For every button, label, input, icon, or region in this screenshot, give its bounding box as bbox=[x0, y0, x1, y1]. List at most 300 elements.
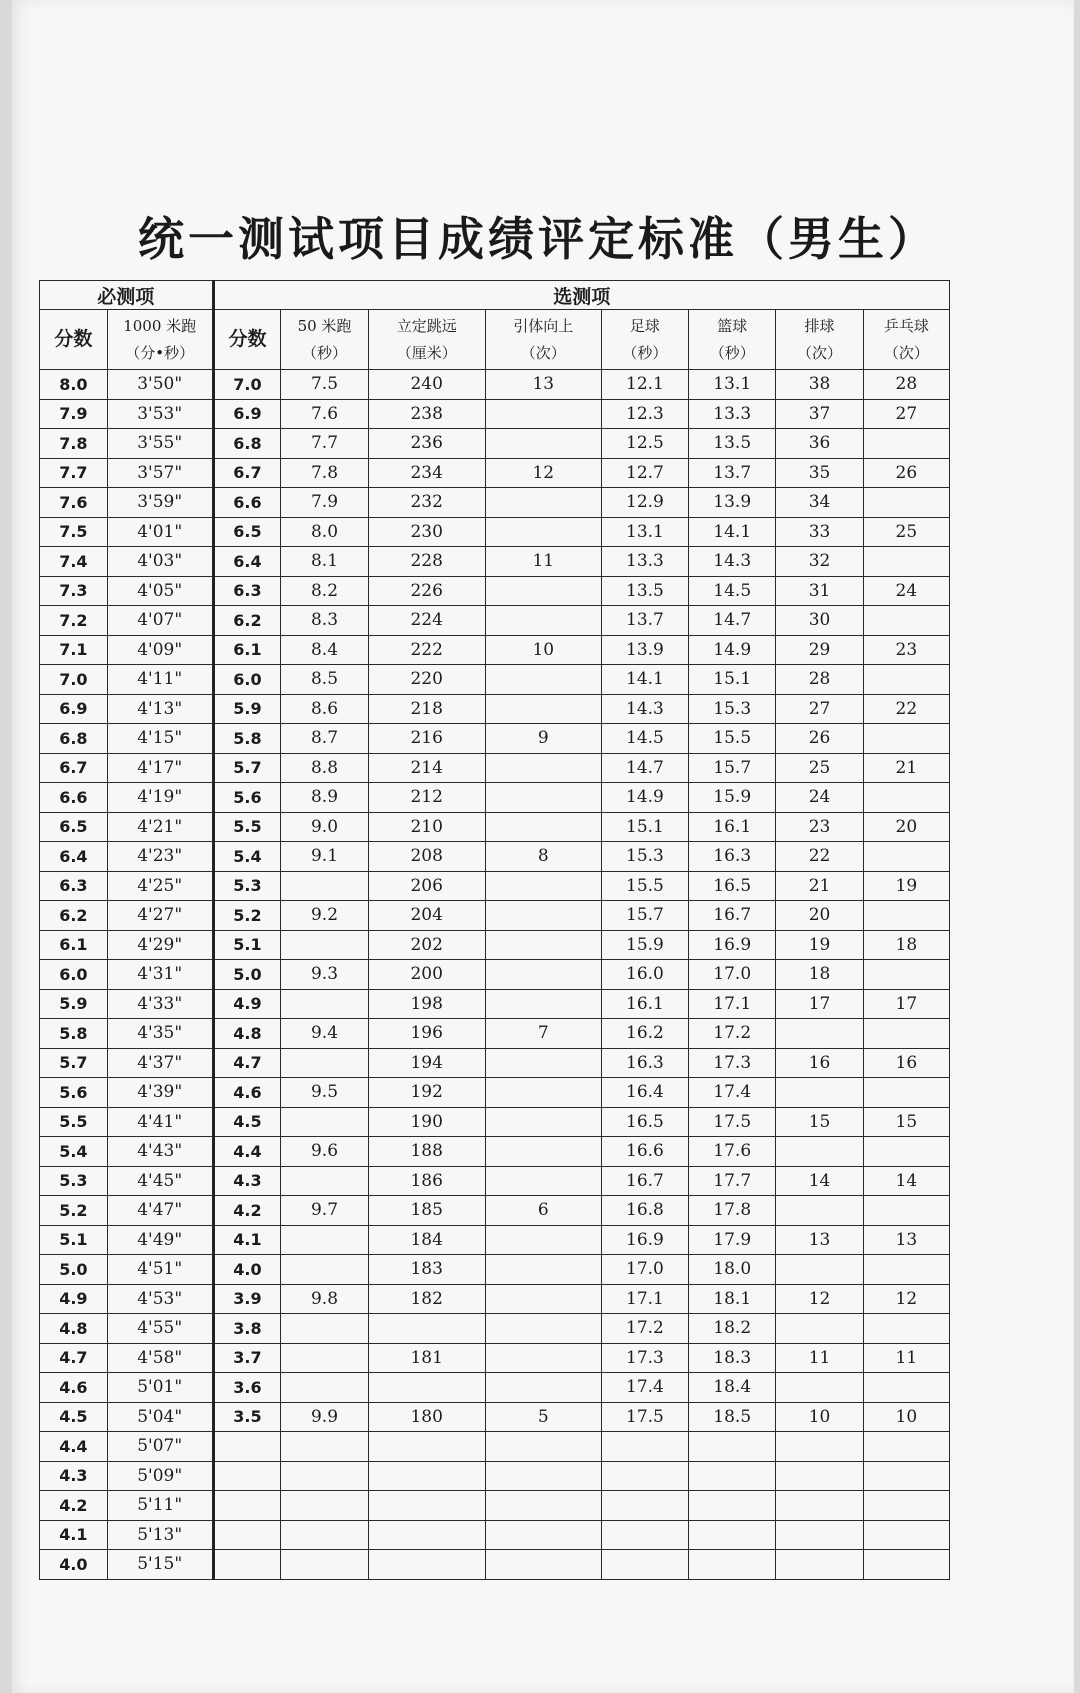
cell-long-jump: 183 bbox=[368, 1255, 485, 1285]
cell-run-1000m: 4'53" bbox=[107, 1284, 213, 1314]
table-row bbox=[40, 989, 950, 1019]
cell-pingpong bbox=[863, 429, 949, 459]
cell-long-jump: 198 bbox=[368, 989, 485, 1019]
cell-run-50m bbox=[281, 1166, 368, 1196]
header-optional-score: 分数 bbox=[213, 310, 281, 370]
cell-football bbox=[601, 1491, 688, 1521]
cell-long-jump: 202 bbox=[368, 930, 485, 960]
cell-football: 17.4 bbox=[601, 1373, 688, 1403]
table-row bbox=[40, 1373, 950, 1403]
cell-basketball: 15.1 bbox=[689, 665, 776, 695]
cell-run-1000m: 5'01" bbox=[107, 1373, 213, 1403]
cell-volleyball: 13 bbox=[776, 1225, 863, 1255]
cell-required-score: 6.7 bbox=[40, 753, 108, 783]
cell-run-50m: 8.0 bbox=[281, 517, 368, 547]
cell-football: 16.4 bbox=[601, 1078, 688, 1108]
cell-required-score: 7.0 bbox=[40, 665, 108, 695]
cell-run-50m: 9.3 bbox=[281, 960, 368, 990]
cell-basketball: 13.3 bbox=[689, 399, 776, 429]
cell-volleyball: 24 bbox=[776, 783, 863, 813]
cell-run-50m bbox=[281, 1491, 368, 1521]
cell-pingpong bbox=[863, 901, 949, 931]
cell-football: 14.7 bbox=[601, 753, 688, 783]
cell-basketball: 15.3 bbox=[689, 694, 776, 724]
cell-optional-score bbox=[213, 1520, 281, 1550]
cell-volleyball: 38 bbox=[776, 370, 863, 400]
cell-optional-score: 6.9 bbox=[213, 399, 281, 429]
cell-volleyball: 23 bbox=[776, 812, 863, 842]
cell-basketball: 13.9 bbox=[689, 488, 776, 518]
cell-required-score: 4.5 bbox=[40, 1402, 108, 1432]
cell-run-50m: 9.6 bbox=[281, 1137, 368, 1167]
cell-volleyball: 22 bbox=[776, 842, 863, 872]
cell-long-jump: 214 bbox=[368, 753, 485, 783]
table-row bbox=[40, 753, 950, 783]
table-row bbox=[40, 1107, 950, 1137]
cell-pingpong: 28 bbox=[863, 370, 949, 400]
table-row bbox=[40, 429, 950, 459]
cell-run-50m: 8.5 bbox=[281, 665, 368, 695]
cell-long-jump bbox=[368, 1491, 485, 1521]
cell-run-50m bbox=[281, 930, 368, 960]
cell-required-score: 5.3 bbox=[40, 1166, 108, 1196]
cell-volleyball: 27 bbox=[776, 694, 863, 724]
cell-required-score: 7.2 bbox=[40, 606, 108, 636]
cell-volleyball bbox=[776, 1373, 863, 1403]
cell-optional-score: 3.7 bbox=[213, 1343, 281, 1373]
cell-long-jump: 184 bbox=[368, 1225, 485, 1255]
table-row bbox=[40, 576, 950, 606]
cell-volleyball bbox=[776, 1314, 863, 1344]
cell-pingpong bbox=[863, 960, 949, 990]
cell-pingpong: 17 bbox=[863, 989, 949, 1019]
cell-pingpong: 21 bbox=[863, 753, 949, 783]
cell-run-1000m: 4'11" bbox=[107, 665, 213, 695]
cell-pingpong: 18 bbox=[863, 930, 949, 960]
cell-long-jump: 222 bbox=[368, 635, 485, 665]
cell-football bbox=[601, 1432, 688, 1462]
cell-pullup: 10 bbox=[485, 635, 601, 665]
cell-run-1000m: 5'15" bbox=[107, 1550, 213, 1580]
cell-optional-score: 3.5 bbox=[213, 1402, 281, 1432]
header-football-name: 足球 bbox=[629, 316, 660, 335]
cell-run-1000m: 4'03" bbox=[107, 547, 213, 577]
cell-pingpong bbox=[863, 1520, 949, 1550]
cell-basketball: 17.4 bbox=[689, 1078, 776, 1108]
cell-optional-score: 3.6 bbox=[213, 1373, 281, 1403]
table-row bbox=[40, 901, 950, 931]
cell-football: 12.1 bbox=[601, 370, 688, 400]
cell-run-1000m: 4'55" bbox=[107, 1314, 213, 1344]
cell-run-50m bbox=[281, 1314, 368, 1344]
cell-volleyball: 19 bbox=[776, 930, 863, 960]
cell-run-1000m: 4'17" bbox=[107, 753, 213, 783]
cell-football: 14.9 bbox=[601, 783, 688, 813]
cell-volleyball bbox=[776, 1137, 863, 1167]
cell-run-1000m: 3'59" bbox=[107, 488, 213, 518]
cell-pullup bbox=[485, 1314, 601, 1344]
cell-basketball: 18.3 bbox=[689, 1343, 776, 1373]
cell-pingpong bbox=[863, 1373, 949, 1403]
header-pullup-unit: （次） bbox=[520, 343, 566, 362]
cell-football bbox=[601, 1461, 688, 1491]
cell-required-score: 7.5 bbox=[40, 517, 108, 547]
cell-required-score: 6.1 bbox=[40, 930, 108, 960]
cell-run-50m bbox=[281, 1550, 368, 1580]
cell-pingpong bbox=[863, 606, 949, 636]
cell-football: 16.6 bbox=[601, 1137, 688, 1167]
table-row bbox=[40, 458, 950, 488]
header-basketball-name: 篮球 bbox=[717, 316, 748, 335]
cell-run-50m: 7.9 bbox=[281, 488, 368, 518]
cell-run-50m: 9.2 bbox=[281, 901, 368, 931]
cell-pullup bbox=[485, 429, 601, 459]
cell-volleyball: 33 bbox=[776, 517, 863, 547]
header-50m-run-name: 50 米跑 bbox=[297, 316, 352, 335]
table-row bbox=[40, 1314, 950, 1344]
cell-required-score: 6.5 bbox=[40, 812, 108, 842]
cell-required-score: 4.6 bbox=[40, 1373, 108, 1403]
cell-run-50m bbox=[281, 1373, 368, 1403]
cell-long-jump: 196 bbox=[368, 1019, 485, 1049]
header-pingpong bbox=[863, 310, 949, 370]
header-50m-run bbox=[281, 310, 368, 370]
cell-football: 12.5 bbox=[601, 429, 688, 459]
cell-optional-score bbox=[213, 1432, 281, 1462]
cell-pullup bbox=[485, 1520, 601, 1550]
cell-football: 13.3 bbox=[601, 547, 688, 577]
cell-optional-score: 4.5 bbox=[213, 1107, 281, 1137]
cell-basketball: 14.9 bbox=[689, 635, 776, 665]
cell-pingpong bbox=[863, 1137, 949, 1167]
cell-pingpong bbox=[863, 842, 949, 872]
cell-run-50m bbox=[281, 1225, 368, 1255]
header-volleyball-name: 排球 bbox=[804, 316, 835, 335]
cell-pullup bbox=[485, 783, 601, 813]
cell-volleyball bbox=[776, 1491, 863, 1521]
cell-basketball: 18.4 bbox=[689, 1373, 776, 1403]
cell-football: 15.9 bbox=[601, 930, 688, 960]
cell-basketball: 16.5 bbox=[689, 871, 776, 901]
cell-run-50m bbox=[281, 1048, 368, 1078]
cell-basketball bbox=[689, 1432, 776, 1462]
table-row bbox=[40, 930, 950, 960]
table-row bbox=[40, 635, 950, 665]
cell-run-1000m: 4'19" bbox=[107, 783, 213, 813]
table-row bbox=[40, 1078, 950, 1108]
cell-pullup bbox=[485, 399, 601, 429]
cell-football: 17.2 bbox=[601, 1314, 688, 1344]
cell-long-jump: 228 bbox=[368, 547, 485, 577]
table-row bbox=[40, 547, 950, 577]
cell-optional-score: 4.3 bbox=[213, 1166, 281, 1196]
header-long-jump-unit: （厘米） bbox=[396, 343, 457, 362]
cell-pullup bbox=[485, 989, 601, 1019]
header-volleyball bbox=[776, 310, 863, 370]
cell-pingpong bbox=[863, 488, 949, 518]
cell-run-1000m: 4'33" bbox=[107, 989, 213, 1019]
cell-optional-score: 5.8 bbox=[213, 724, 281, 754]
cell-pullup: 11 bbox=[485, 547, 601, 577]
cell-optional-score: 4.4 bbox=[213, 1137, 281, 1167]
cell-optional-score: 4.2 bbox=[213, 1196, 281, 1226]
cell-run-1000m: 4'27" bbox=[107, 901, 213, 931]
cell-run-1000m: 4'45" bbox=[107, 1166, 213, 1196]
cell-required-score: 4.0 bbox=[40, 1550, 108, 1580]
cell-football bbox=[601, 1550, 688, 1580]
cell-run-50m: 8.4 bbox=[281, 635, 368, 665]
cell-long-jump: 208 bbox=[368, 842, 485, 872]
cell-required-score: 7.9 bbox=[40, 399, 108, 429]
cell-run-50m bbox=[281, 1461, 368, 1491]
cell-run-1000m: 4'58" bbox=[107, 1343, 213, 1373]
cell-run-50m: 9.8 bbox=[281, 1284, 368, 1314]
cell-pullup bbox=[485, 694, 601, 724]
cell-run-50m: 9.5 bbox=[281, 1078, 368, 1108]
cell-basketball: 17.0 bbox=[689, 960, 776, 990]
cell-pingpong bbox=[863, 1550, 949, 1580]
cell-optional-score: 6.8 bbox=[213, 429, 281, 459]
cell-football: 16.1 bbox=[601, 989, 688, 1019]
cell-run-1000m: 4'05" bbox=[107, 576, 213, 606]
cell-pingpong: 16 bbox=[863, 1048, 949, 1078]
table-row bbox=[40, 783, 950, 813]
cell-long-jump: 180 bbox=[368, 1402, 485, 1432]
cell-football: 12.9 bbox=[601, 488, 688, 518]
score-standard-table bbox=[39, 280, 950, 1580]
cell-football: 13.7 bbox=[601, 606, 688, 636]
cell-football: 14.5 bbox=[601, 724, 688, 754]
cell-optional-score: 6.1 bbox=[213, 635, 281, 665]
cell-required-score: 5.2 bbox=[40, 1196, 108, 1226]
cell-required-score: 7.7 bbox=[40, 458, 108, 488]
header-required-score: 分数 bbox=[40, 310, 108, 370]
cell-optional-score: 5.5 bbox=[213, 812, 281, 842]
cell-run-50m: 7.7 bbox=[281, 429, 368, 459]
cell-volleyball: 30 bbox=[776, 606, 863, 636]
cell-run-1000m: 5'04" bbox=[107, 1402, 213, 1432]
cell-pullup bbox=[485, 1284, 601, 1314]
table-row bbox=[40, 517, 950, 547]
cell-pullup bbox=[485, 1461, 601, 1491]
cell-pullup bbox=[485, 1078, 601, 1108]
cell-optional-score: 4.1 bbox=[213, 1225, 281, 1255]
cell-football: 16.3 bbox=[601, 1048, 688, 1078]
cell-required-score: 7.1 bbox=[40, 635, 108, 665]
cell-run-1000m: 4'49" bbox=[107, 1225, 213, 1255]
cell-required-score: 4.1 bbox=[40, 1520, 108, 1550]
group-header-row bbox=[40, 281, 950, 310]
cell-long-jump: 218 bbox=[368, 694, 485, 724]
header-volleyball-unit: （次） bbox=[797, 343, 843, 362]
cell-football: 14.3 bbox=[601, 694, 688, 724]
table-row bbox=[40, 399, 950, 429]
cell-basketball: 17.2 bbox=[689, 1019, 776, 1049]
group-required: 必测项 bbox=[40, 281, 214, 310]
cell-basketball: 18.1 bbox=[689, 1284, 776, 1314]
cell-football bbox=[601, 1520, 688, 1550]
cell-run-50m: 9.9 bbox=[281, 1402, 368, 1432]
cell-long-jump bbox=[368, 1373, 485, 1403]
cell-optional-score: 5.7 bbox=[213, 753, 281, 783]
cell-pullup bbox=[485, 1491, 601, 1521]
cell-long-jump bbox=[368, 1432, 485, 1462]
cell-pullup bbox=[485, 665, 601, 695]
table-row bbox=[40, 606, 950, 636]
cell-pingpong bbox=[863, 724, 949, 754]
cell-long-jump: 236 bbox=[368, 429, 485, 459]
cell-pullup bbox=[485, 1255, 601, 1285]
header-1000m-run-unit: （分•秒） bbox=[125, 343, 195, 362]
cell-required-score: 5.7 bbox=[40, 1048, 108, 1078]
cell-optional-score: 4.6 bbox=[213, 1078, 281, 1108]
cell-long-jump: 188 bbox=[368, 1137, 485, 1167]
header-long-jump-name: 立定跳远 bbox=[396, 316, 457, 335]
cell-basketball: 17.5 bbox=[689, 1107, 776, 1137]
cell-optional-score: 5.3 bbox=[213, 871, 281, 901]
cell-run-1000m: 4'15" bbox=[107, 724, 213, 754]
group-optional: 选测项 bbox=[213, 281, 949, 310]
header-pullup bbox=[485, 310, 601, 370]
cell-football: 17.1 bbox=[601, 1284, 688, 1314]
cell-football: 13.9 bbox=[601, 635, 688, 665]
cell-basketball: 18.0 bbox=[689, 1255, 776, 1285]
cell-pingpong: 12 bbox=[863, 1284, 949, 1314]
cell-pingpong: 20 bbox=[863, 812, 949, 842]
cell-pullup: 12 bbox=[485, 458, 601, 488]
table-row bbox=[40, 1284, 950, 1314]
cell-run-1000m: 4'21" bbox=[107, 812, 213, 842]
cell-pullup bbox=[485, 517, 601, 547]
cell-pingpong bbox=[863, 1491, 949, 1521]
cell-optional-score: 4.0 bbox=[213, 1255, 281, 1285]
cell-long-jump: 200 bbox=[368, 960, 485, 990]
cell-required-score: 4.7 bbox=[40, 1343, 108, 1373]
cell-pingpong bbox=[863, 1078, 949, 1108]
cell-pingpong: 14 bbox=[863, 1166, 949, 1196]
cell-pingpong: 27 bbox=[863, 399, 949, 429]
cell-football: 16.9 bbox=[601, 1225, 688, 1255]
cell-volleyball bbox=[776, 1461, 863, 1491]
cell-volleyball: 21 bbox=[776, 871, 863, 901]
cell-long-jump bbox=[368, 1520, 485, 1550]
table-row bbox=[40, 960, 950, 990]
cell-optional-score bbox=[213, 1550, 281, 1580]
cell-pingpong bbox=[863, 783, 949, 813]
cell-basketball: 16.7 bbox=[689, 901, 776, 931]
document-page bbox=[12, 0, 1074, 1693]
cell-run-1000m: 3'55" bbox=[107, 429, 213, 459]
cell-pingpong bbox=[863, 1196, 949, 1226]
cell-run-50m: 9.4 bbox=[281, 1019, 368, 1049]
cell-required-score: 6.9 bbox=[40, 694, 108, 724]
table-row bbox=[40, 1491, 950, 1521]
table-row bbox=[40, 1019, 950, 1049]
cell-football: 15.5 bbox=[601, 871, 688, 901]
cell-basketball bbox=[689, 1461, 776, 1491]
cell-required-score: 7.8 bbox=[40, 429, 108, 459]
header-football bbox=[601, 310, 688, 370]
cell-run-50m: 8.9 bbox=[281, 783, 368, 813]
cell-volleyball: 36 bbox=[776, 429, 863, 459]
cell-football: 16.0 bbox=[601, 960, 688, 990]
cell-long-jump bbox=[368, 1461, 485, 1491]
cell-basketball: 13.7 bbox=[689, 458, 776, 488]
cell-run-50m: 7.8 bbox=[281, 458, 368, 488]
header-pingpong-name: 乒乓球 bbox=[883, 316, 929, 335]
cell-long-jump: 234 bbox=[368, 458, 485, 488]
cell-run-1000m: 4'23" bbox=[107, 842, 213, 872]
cell-long-jump: 232 bbox=[368, 488, 485, 518]
cell-run-50m: 8.6 bbox=[281, 694, 368, 724]
cell-football: 17.0 bbox=[601, 1255, 688, 1285]
cell-optional-score: 6.5 bbox=[213, 517, 281, 547]
cell-volleyball bbox=[776, 1196, 863, 1226]
cell-run-1000m: 4'37" bbox=[107, 1048, 213, 1078]
cell-football: 14.1 bbox=[601, 665, 688, 695]
table-row bbox=[40, 871, 950, 901]
cell-optional-score bbox=[213, 1461, 281, 1491]
header-pullup-name: 引体向上 bbox=[513, 316, 574, 335]
cell-volleyball: 29 bbox=[776, 635, 863, 665]
cell-run-50m: 9.7 bbox=[281, 1196, 368, 1226]
cell-long-jump: 185 bbox=[368, 1196, 485, 1226]
cell-pingpong bbox=[863, 1432, 949, 1462]
cell-volleyball: 16 bbox=[776, 1048, 863, 1078]
cell-pullup bbox=[485, 901, 601, 931]
cell-long-jump: 181 bbox=[368, 1343, 485, 1373]
cell-volleyball: 17 bbox=[776, 989, 863, 1019]
table-row bbox=[40, 1550, 950, 1580]
cell-basketball: 17.7 bbox=[689, 1166, 776, 1196]
cell-pullup bbox=[485, 1048, 601, 1078]
cell-basketball bbox=[689, 1520, 776, 1550]
cell-volleyball: 26 bbox=[776, 724, 863, 754]
cell-volleyball: 15 bbox=[776, 1107, 863, 1137]
cell-required-score: 5.0 bbox=[40, 1255, 108, 1285]
cell-run-50m bbox=[281, 989, 368, 1019]
cell-run-1000m: 4'01" bbox=[107, 517, 213, 547]
cell-required-score: 5.9 bbox=[40, 989, 108, 1019]
cell-run-1000m: 4'47" bbox=[107, 1196, 213, 1226]
cell-basketball: 16.3 bbox=[689, 842, 776, 872]
cell-run-1000m: 4'25" bbox=[107, 871, 213, 901]
cell-run-50m: 9.1 bbox=[281, 842, 368, 872]
header-50m-run-unit: （秒） bbox=[302, 343, 348, 362]
cell-volleyball: 25 bbox=[776, 753, 863, 783]
cell-volleyball bbox=[776, 1520, 863, 1550]
cell-basketball: 16.1 bbox=[689, 812, 776, 842]
cell-volleyball: 34 bbox=[776, 488, 863, 518]
cell-football: 12.7 bbox=[601, 458, 688, 488]
cell-pingpong: 25 bbox=[863, 517, 949, 547]
cell-pingpong bbox=[863, 665, 949, 695]
cell-optional-score: 5.2 bbox=[213, 901, 281, 931]
cell-pingpong: 11 bbox=[863, 1343, 949, 1373]
cell-required-score: 8.0 bbox=[40, 370, 108, 400]
cell-required-score: 6.6 bbox=[40, 783, 108, 813]
cell-pingpong: 10 bbox=[863, 1402, 949, 1432]
cell-volleyball: 20 bbox=[776, 901, 863, 931]
table-row bbox=[40, 1196, 950, 1226]
cell-required-score: 5.4 bbox=[40, 1137, 108, 1167]
cell-pullup: 7 bbox=[485, 1019, 601, 1049]
cell-long-jump: 224 bbox=[368, 606, 485, 636]
cell-optional-score: 3.9 bbox=[213, 1284, 281, 1314]
cell-football: 12.3 bbox=[601, 399, 688, 429]
cell-required-score: 5.8 bbox=[40, 1019, 108, 1049]
cell-pingpong: 22 bbox=[863, 694, 949, 724]
